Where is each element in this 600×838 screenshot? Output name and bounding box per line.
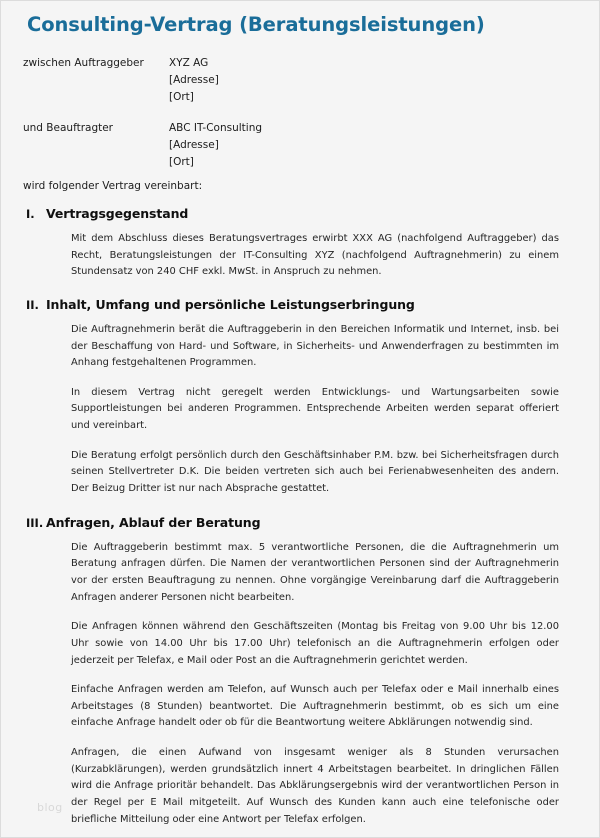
section-ii — [1, 297, 599, 498]
paragraph: Die Anfragen können während den Geschäftszeiten (Montag bis Freitag von 9.00 Uhr bis 12.00 Uhr sowie von 14.00 Uhr bis 17.00 Uhr) telefonisch an die Auftragnehmerin erfolgen oder jederzeit per Telefax, e Mail oder Post an die Auftragnehmerin gerichtet werden. — [71, 621, 559, 666]
preamble-text: wird folgender Vertrag vereinbart: — [23, 180, 203, 192]
paragraph: Einfache Anfragen werden am Telefon, auf Wunsch auch per Telefax oder e Mail innerhalb eines Arbeitstages (8 Stunden) beantwortet. Die Auftragnehmerin bestimmt, ob es sich um eine einfache Anfrage handelt oder ob für die Beantwortung weitere Abklärungen notwendig sind. — [71, 684, 559, 729]
party-values — [169, 55, 573, 106]
document-body — [1, 1, 599, 837]
section-number: I. — [26, 207, 35, 221]
section-body — [1, 231, 579, 281]
section-heading — [1, 515, 579, 530]
paragraph: Mit dem Abschluss dieses Beratungsvertrages erwirbt XXX AG (nachfolgend Auftraggeber) das Recht, Beratungsleistungen der IT-Consulting XYZ (nachfolgend Auftragnehmerin) zu einem Stundensatz von 240 CHF exkl. MwSt. in Anspruch zu nehmen. — [71, 233, 559, 278]
party-label: und Beauftragter — [23, 122, 114, 134]
party-name: ABC IT-Consulting — [169, 122, 263, 134]
party-row — [23, 120, 573, 171]
section-title: Vertragsgegenstand — [46, 206, 189, 221]
blog-watermark: blog — [37, 801, 63, 814]
party-address: [Adresse] — [169, 139, 219, 151]
section-title: Inhalt, Umfang und persönliche Leistungserbringung — [46, 296, 415, 312]
section-body — [1, 540, 579, 829]
paragraph: Die Auftragnehmerin berät die Auftraggeberin in den Bereichen Informatik und Internet, insb. bei der Beschaffung von Hard- und Software, in Sicherheits- und Anwenderfragen zu bestimmten im Anhang festgehaltenen Programmen. — [71, 323, 559, 369]
section-body — [1, 322, 579, 498]
paragraph: In diesem Vertrag nicht geregelt werden Entwicklungs- und Wartungsarbeiten sowie Supportleistungen bei anderen Programmen. Entsprechende Arbeiten werden separat offeriert und vereinbart. — [71, 386, 559, 432]
paragraph: Anfragen, die einen Aufwand von insgesamt weniger als 8 Stunden verursachen (Kurzabklärungen), werden grundsätzlich innert 4 Arbeitstagen bearbeitet. In dringlichen Fällen wird die Anfrage prioritär behandelt. Das Abklärungsergebnis wird der verantwortlichen Person in der Regel per E Mail mitgeteilt. Auf Wunsch des Kunden kann auch eine telefonische oder briefliche Mitteilung oder eine Antwort per Telefax erfolgen. — [71, 747, 559, 825]
section-title: Anfragen, Ablauf der Beratung — [46, 514, 261, 530]
party-values — [169, 120, 573, 171]
section-heading — [1, 206, 579, 221]
party-address: [Adresse] — [169, 74, 219, 86]
section-number: III. — [26, 515, 44, 530]
party-name: XYZ AG — [169, 57, 209, 69]
section-i — [1, 206, 599, 281]
section-iii — [1, 515, 599, 829]
section-spacer — [1, 281, 599, 297]
paragraph: Die Beratung erfolgt persönlich durch den Geschäftsinhaber P.M. bzw. bei Sicherheitsfragen durch seinen Stellvertreter D.K. Die beiden vertreten sich auch bei Ferienabwesenheiten des andern. Der Beizug Dritter ist nur nach Absprache gestattet. — [71, 449, 559, 495]
party-city: [Ort] — [169, 156, 194, 168]
section-heading — [1, 297, 579, 312]
parties-block — [23, 55, 573, 185]
page-title: Consulting-Vertrag (Beratungsleistungen) — [27, 13, 485, 36]
paragraph: Die Auftraggeberin bestimmt max. 5 verantwortliche Personen, die die Auftragnehmerin um Beratung anfragen dürfen. Die Namen der verantwortlichen Personen sind der Auftragnehmerin vor der ersten Beauftragung zu nennen. Ohne vorgängige Vereinbarung darf die Auftraggeberin Anfragen anderer Personen nicht bearbeiten. — [71, 541, 559, 603]
section-number: II. — [26, 297, 39, 312]
section-spacer — [1, 498, 599, 515]
party-row — [23, 55, 573, 106]
party-city: [Ort] — [169, 91, 194, 103]
party-label: zwischen Auftraggeber — [23, 57, 144, 69]
sections-container — [1, 206, 599, 828]
